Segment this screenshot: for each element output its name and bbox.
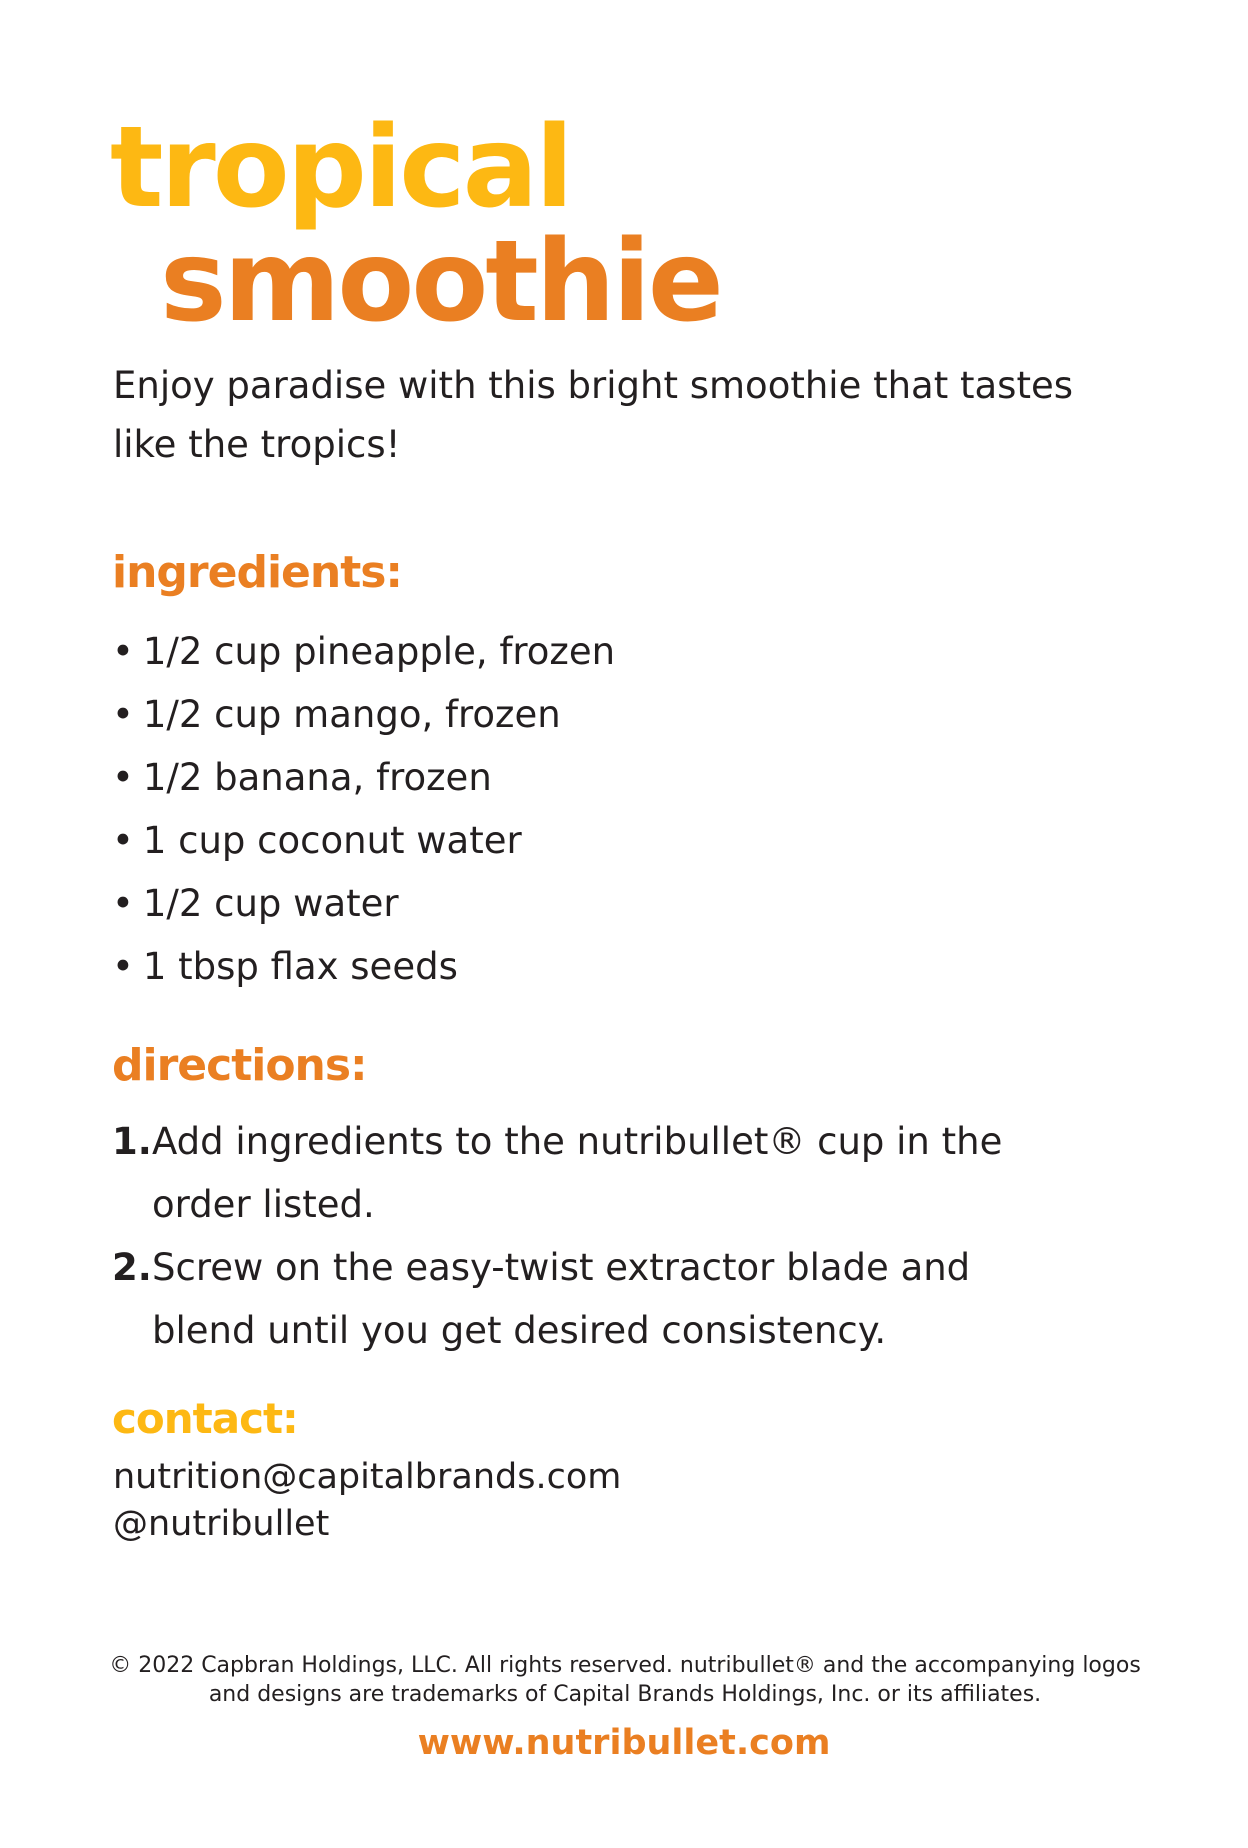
step-number: 1. <box>112 1120 152 1163</box>
ingredient-item: • 1/2 cup mango, frozen <box>112 683 615 746</box>
website-link[interactable]: www.nutribullet.com <box>417 1723 831 1763</box>
contact-email[interactable]: nutrition@capitalbrands.com <box>113 1457 622 1497</box>
title-line-1: tropical <box>110 103 571 233</box>
ingredients-list <box>112 620 615 998</box>
copyright-notice: © 2022 Capbran Holdings, LLC. All rights reserved. nutribullet® and the accompanying logos and designs are trademarks of Capital Brands Holdings, Inc. or its affiliates. <box>109 1653 1141 1707</box>
directions-list <box>112 1110 1132 1362</box>
ingredient-item: • 1/2 cup water <box>112 872 615 935</box>
directions-heading: directions: <box>112 1040 367 1091</box>
direction-step <box>112 1236 1132 1362</box>
ingredients-heading: ingredients: <box>112 547 403 598</box>
contact-heading: contact: <box>112 1394 298 1443</box>
contact-info <box>113 1454 621 1548</box>
step-text: Add ingredients to the nutribullet® cup in the order listed. <box>152 1120 1003 1226</box>
ingredient-item: • 1/2 banana, frozen <box>112 746 615 809</box>
contact-social-handle[interactable]: @nutribullet <box>113 1504 330 1544</box>
step-number: 2. <box>112 1246 152 1289</box>
step-text: Screw on the easy-twist extractor blade and blend until you get desired consistency. <box>152 1246 971 1352</box>
intro-text: Enjoy paradise with this bright smoothie that tastes like the tropics! <box>113 364 1073 466</box>
title-line-2: smoothie <box>160 217 721 347</box>
ingredient-item: • 1 tbsp flax seeds <box>112 935 615 998</box>
direction-step <box>112 1110 1132 1236</box>
ingredient-item: • 1/2 cup pineapple, frozen <box>112 620 615 683</box>
ingredient-item: • 1 cup coconut water <box>112 809 615 872</box>
